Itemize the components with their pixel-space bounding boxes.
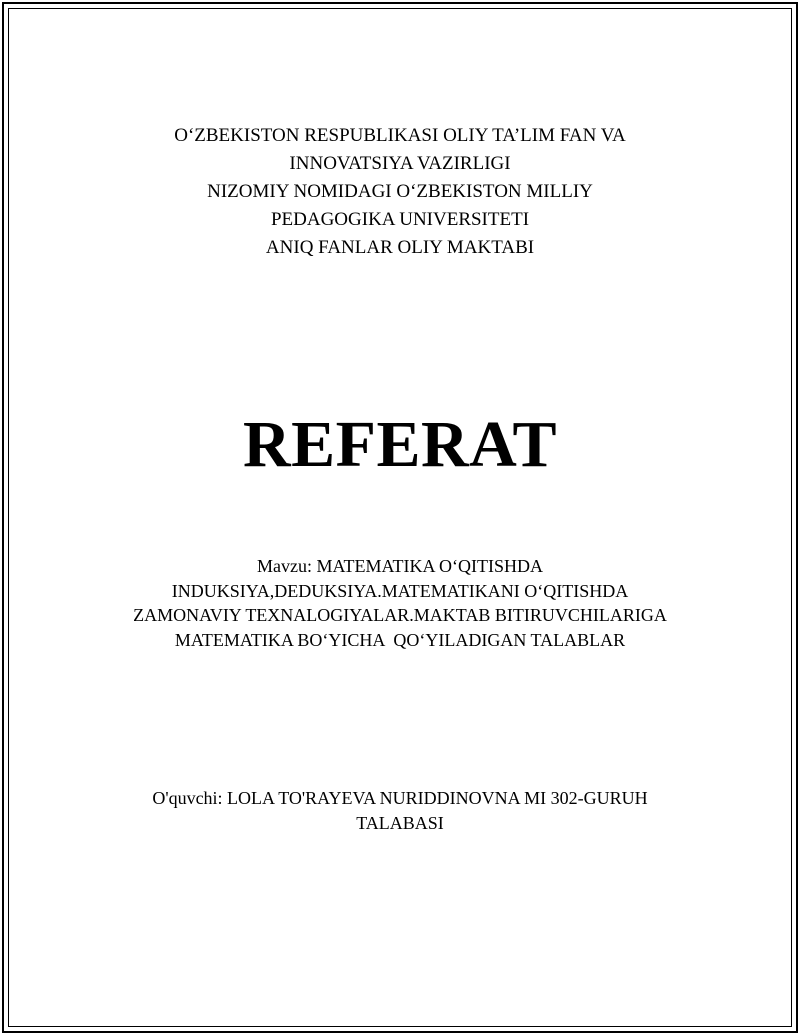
header-line: INNOVATSIYA VAZIRLIGI <box>289 153 511 174</box>
document-title: REFERAT <box>243 408 557 481</box>
topic-block <box>0 554 800 652</box>
student-info <box>0 786 800 836</box>
header-line: NIZOMIY NOMIDAGI O‘ZBEKISTON MILLIY <box>207 181 593 202</box>
header-line: PEDAGOGIKA UNIVERSITETI <box>270 209 530 230</box>
student-line: O'quvchi: LOLA TO'RAYEVA NURIDDINOVNA MI 302-GURUH <box>152 788 648 808</box>
institution-header <box>0 122 800 262</box>
topic-line: INDUKSIYA,DEDUKSIYA.MATEMATIKANI O‘QITISHDA <box>171 580 629 601</box>
topic-line: Mavzu: MATEMATIKA O‘QITISHDA <box>257 556 543 576</box>
header-line: O‘ZBEKISTON RESPUBLIKASI OLIY TA’LIM FAN VA <box>174 125 626 146</box>
topic-line: ZAMONAVIY TEXNALOGIYALAR.MAKTAB BITIRUVCHILARIGA <box>133 605 667 625</box>
topic-line: MATEMATIKA BO‘YICHA QO‘YILADIGAN TALABLAR <box>174 629 626 650</box>
student-line: TALABASI <box>356 813 444 833</box>
header-line: ANIQ FANLAR OLIY MAKTABI <box>265 237 535 258</box>
